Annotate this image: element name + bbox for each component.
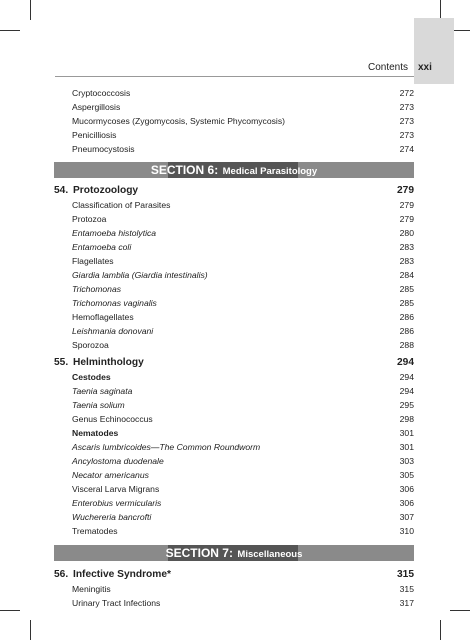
entry-title: Mucormycoses (Zygomycosis, Systemic Phycomycosis) (72, 116, 285, 126)
toc-entry[interactable] (72, 310, 414, 324)
toc-entry[interactable] (72, 128, 414, 142)
toc-entry[interactable] (72, 268, 414, 282)
entry-title: Enterobius vermicularis (72, 498, 162, 508)
entry-page: 294 (399, 386, 414, 396)
entry-title: Entamoeba coli (72, 242, 132, 252)
chapter-number: 55. (54, 357, 69, 368)
entry-title: Urinary Tract Infections (72, 598, 161, 608)
entry-page: 279 (399, 200, 414, 210)
entry-title: Entamoeba histolytica (72, 228, 157, 238)
entry-title: Penicilliosis (72, 130, 117, 140)
chapter-title: Protozoology (73, 185, 139, 196)
section-7-banner (54, 545, 414, 561)
entry-title: Giardia lamblia (Giardia intestinalis) (72, 270, 208, 280)
toc-entry[interactable] (72, 100, 414, 114)
entry-title: Trematodes (72, 526, 118, 536)
chapter-number: 54. (54, 185, 69, 196)
entry-title: Meningitis (72, 584, 111, 594)
entry-page: 279 (399, 214, 414, 224)
toc-entry[interactable] (72, 282, 414, 296)
entry-page: 286 (399, 326, 414, 336)
section-6-banner (54, 162, 414, 178)
entry-title: Classification of Parasites (72, 200, 171, 210)
entry-page: 273 (399, 130, 414, 140)
chapter-heading-54[interactable] (54, 183, 414, 199)
entry-page: 301 (399, 428, 414, 438)
section-6-name: Medical Parasitology (222, 166, 318, 177)
entry-title: Taenia saginata (72, 386, 133, 396)
chapter-page: 279 (397, 185, 414, 196)
toc-entry[interactable] (72, 240, 414, 254)
entry-title: Protozoa (72, 214, 107, 224)
entry-page: 310 (399, 526, 414, 536)
toc-entry[interactable] (72, 398, 414, 412)
entry-title: Wuchereria bancrofti (72, 512, 152, 522)
entry-page: 285 (399, 298, 414, 308)
entry-page: 305 (399, 470, 414, 480)
entry-page: 306 (399, 498, 414, 508)
entry-page: 272 (399, 88, 414, 98)
entry-title: Ancylostoma duodenale (72, 456, 164, 466)
toc-entry[interactable] (72, 468, 414, 482)
chapter-title: Helminthology (73, 357, 144, 368)
entry-title: Sporozoa (72, 340, 109, 350)
entry-title: Taenia solium (72, 400, 125, 410)
toc-entry[interactable] (72, 582, 414, 596)
chapter-title: Infective Syndrome* (73, 569, 171, 580)
chapter-number: 56. (54, 569, 69, 580)
entry-page: 307 (399, 512, 414, 522)
toc-entry[interactable] (72, 114, 414, 128)
entry-page: 273 (399, 116, 414, 126)
toc-entry[interactable] (72, 524, 414, 538)
toc-entry[interactable] (72, 142, 414, 156)
crop-mark (450, 610, 470, 611)
toc-entry[interactable] (72, 212, 414, 226)
entry-title: Trichomonas (72, 284, 122, 294)
page-tab (414, 18, 454, 84)
section-7-heading (54, 545, 414, 563)
entry-title: Trichomonas vaginalis (72, 298, 157, 308)
toc-entry[interactable] (72, 384, 414, 398)
page-number: xxi (418, 62, 432, 73)
entry-title: Leishmania donovani (72, 326, 154, 336)
chapter-page: 294 (397, 357, 414, 368)
crop-mark (0, 30, 20, 31)
entry-page: 285 (399, 284, 414, 294)
chapter-heading-56[interactable] (54, 567, 414, 583)
toc-entry[interactable] (72, 440, 414, 454)
entry-page: 283 (399, 242, 414, 252)
entry-page: 315 (399, 584, 414, 594)
toc-entry[interactable] (72, 496, 414, 510)
crop-mark (440, 0, 441, 20)
section-7-name: Miscellaneous (237, 549, 303, 560)
toc-entry[interactable] (72, 370, 414, 384)
entry-page: 273 (399, 102, 414, 112)
crop-mark (30, 620, 31, 640)
toc-entry[interactable] (72, 86, 414, 100)
entry-title: Cestodes (72, 372, 111, 382)
entry-title: Cryptococcosis (72, 88, 131, 98)
toc-entry[interactable] (72, 338, 414, 352)
entry-page: 274 (399, 144, 414, 154)
entry-page: 306 (399, 484, 414, 494)
crop-mark (0, 610, 20, 611)
chapter-page: 315 (397, 569, 414, 580)
entry-page: 298 (399, 414, 414, 424)
toc-entry[interactable] (72, 296, 414, 310)
toc-entry[interactable] (72, 254, 414, 268)
entry-page: 294 (399, 372, 414, 382)
entry-title: Pneumocystosis (72, 144, 135, 154)
entry-title: Visceral Larva Migrans (72, 484, 160, 494)
entry-page: 284 (399, 270, 414, 280)
crop-mark (440, 620, 441, 640)
toc-entry[interactable] (72, 324, 414, 338)
toc-entry[interactable] (72, 596, 414, 610)
entry-page: 301 (399, 442, 414, 452)
entry-page: 288 (399, 340, 414, 350)
entry-title: Hemoflagellates (72, 312, 134, 322)
entry-page: 317 (399, 598, 414, 608)
entry-page: 286 (399, 312, 414, 322)
entry-title: Ascaris lumbricoides—The Common Roundworm (72, 442, 261, 452)
toc-entry[interactable] (72, 226, 414, 240)
entry-title: Aspergillosis (72, 102, 121, 112)
entry-page: 280 (399, 228, 414, 238)
entry-title: Necator americanus (72, 470, 149, 480)
header-rule (55, 76, 414, 77)
running-header-title: Contents (367, 62, 408, 73)
toc-entry[interactable] (72, 482, 414, 496)
toc-entry[interactable] (72, 198, 414, 212)
entry-page: 303 (399, 456, 414, 466)
entry-title: Flagellates (72, 256, 114, 266)
toc-entry[interactable] (72, 510, 414, 524)
entry-page: 295 (399, 400, 414, 410)
toc-entry[interactable] (72, 426, 414, 440)
toc-entry[interactable] (72, 412, 414, 426)
entry-page: 283 (399, 256, 414, 266)
section-6-heading (54, 162, 414, 180)
section-7-label: SECTION 7: (165, 546, 233, 560)
crop-mark (30, 0, 31, 20)
toc-entry[interactable] (72, 454, 414, 468)
section-6-label: SECTION 6: (150, 163, 219, 177)
chapter-heading-55[interactable] (54, 355, 414, 371)
entry-title: Nematodes (72, 428, 119, 438)
entry-title: Genus Echinococcus (72, 414, 153, 424)
